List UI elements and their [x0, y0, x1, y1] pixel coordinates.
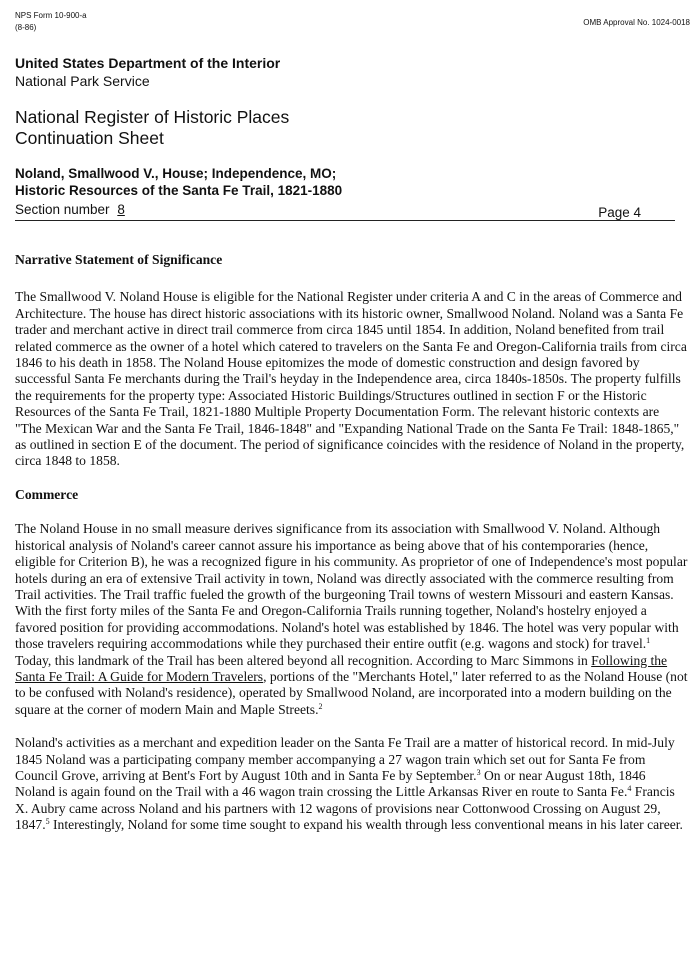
paragraph-text: The Noland House in no small measure derives significance from its association with Smallwood V. Noland. Although historical analysis of Noland's career cannot assure his importance as being above that of his contemporaries (hence, eligible for Criterion B), he was a recognized figure in his community. As proprietor of one of Independence's most popular hotels during an era of extensive Trail activity in town, Noland was directly associated with the commerce resulting from Trail activities. The Trail traffic fueled the growth of the burgeoning Trail towns of western Missouri and eastern Kansas. With the first forty miles of the Santa Fe and Oregon-California Trails running together, Noland's hostelry enjoyed a favored position for providing accommodations. Noland's hotel was established by 1846. The hotel was very popular with those travelers requiring accommodations while they purchased their entire outfit (e.g. wagons and stock) for travel. [15, 521, 688, 652]
footnote-ref-4: 4 [627, 784, 632, 794]
sheet-type: Continuation Sheet [15, 128, 164, 148]
paragraph-text: On or near August 18th, 1846 Noland is again found on the Trail with a 46 wagon train crossing the Little Arkansas River en route to Santa Fe. [15, 767, 646, 800]
form-identifier [15, 10, 87, 34]
multiple-property-name: Historic Resources of the Santa Fe Trail, 1821-1880 [15, 183, 343, 198]
form-revision-date: (8-86) [15, 23, 37, 32]
property-name: Noland, Smallwood V., House; Independence, MO; [15, 166, 337, 181]
section-heading-commerce: Commerce [15, 486, 79, 502]
section-row [15, 202, 675, 221]
page-number: Page 4 [598, 205, 641, 220]
omb-approval-number: OMB Approval No. 1024-0018 [583, 18, 690, 27]
paragraph-text: , portions of the "Merchants Hotel," later referred to as the Noland House (not to be confused with Noland's residence), operated by Smallwood Noland, are incorporated into a modern building on the square at the corner of modern Main and Maple Streets. [15, 668, 688, 717]
register-name: National Register of Historic Places [15, 107, 290, 127]
paragraph-text: Noland's activities as a merchant and expedition leader on the Santa Fe Trail are a matter of historical record. In mid-July 1845 Noland was a participating company member accompanying a 27 wagon train which set out for Santa Fe from Council Grove, arriving at Bent's Fort by August 10th and in Santa Fe by September. [15, 735, 675, 783]
paragraph-text: Francis X. Aubry came across Noland and his partners with 12 wagons of provisions near Cottonwood Crossing on August 29, 1847. [15, 784, 675, 833]
register-title [15, 107, 289, 149]
paragraph-trail-activities [15, 735, 688, 833]
section-label: Section number [15, 202, 110, 217]
paragraph-noland-hotel [15, 521, 688, 718]
form-number: NPS Form 10-900-a [15, 11, 87, 20]
department-name: United States Department of the Interior [15, 55, 281, 71]
footnote-ref-1: 1 [646, 636, 651, 646]
book-title: Following the Santa Fe Trail: A Guide for Modern Travelers [15, 652, 668, 684]
service-name: National Park Service [15, 73, 150, 89]
paragraph-text: Interestingly, Noland for some time sought to expand his wealth through less conventional means in his later career. [49, 817, 683, 833]
footnote-ref-3: 3 [476, 767, 481, 777]
section-number: 8 [117, 202, 125, 217]
footnote-ref-5: 5 [45, 817, 50, 827]
section-heading-narrative: Narrative Statement of Significance [15, 252, 223, 267]
document-body [15, 252, 688, 851]
agency-block [15, 54, 280, 90]
property-name-block [15, 165, 575, 199]
paragraph-eligibility: The Smallwood V. Noland House is eligible for the National Register under criteria A and C in the areas of Commerce and Architecture. The house has direct historic associations with its historic owner, Smallwood Noland. Noland was a Santa Fe trader and merchant active in direct trail commerce from circa 1845 until 1854. In addition, Noland benefited from trail related commerce as the owner of a hotel which catered to travelers on the Santa Fe and Oregon-California trails from circa 1846 to his death in 1858. The Noland House epitomizes the mode of domestic construction and design favored by successful Santa Fe merchants during the Trail's heyday in the Independence area, circa 1840s-1850s. The property fulfills the requirements for the property type: Associated Historic Buildings/Structures outlined in section F or the Historic Resources of the Santa Fe Trail, 1821-1880 Multiple Property Documentation Form. The relevant historic contexts are "The Mexican War and the Santa Fe Trail, 1846-1848" and "Expanding National Trade on the Santa Fe Trail: 1848-1865," as outlined in section E of the document. The period of significance coincides with the residence of Noland in the property, circa 1848 to 1858. [15, 289, 687, 469]
paragraph-text: Today, this landmark of the Trail has been altered beyond all recognition. According to Marc Simmons in [15, 652, 592, 668]
footnote-ref-2: 2 [318, 701, 323, 711]
